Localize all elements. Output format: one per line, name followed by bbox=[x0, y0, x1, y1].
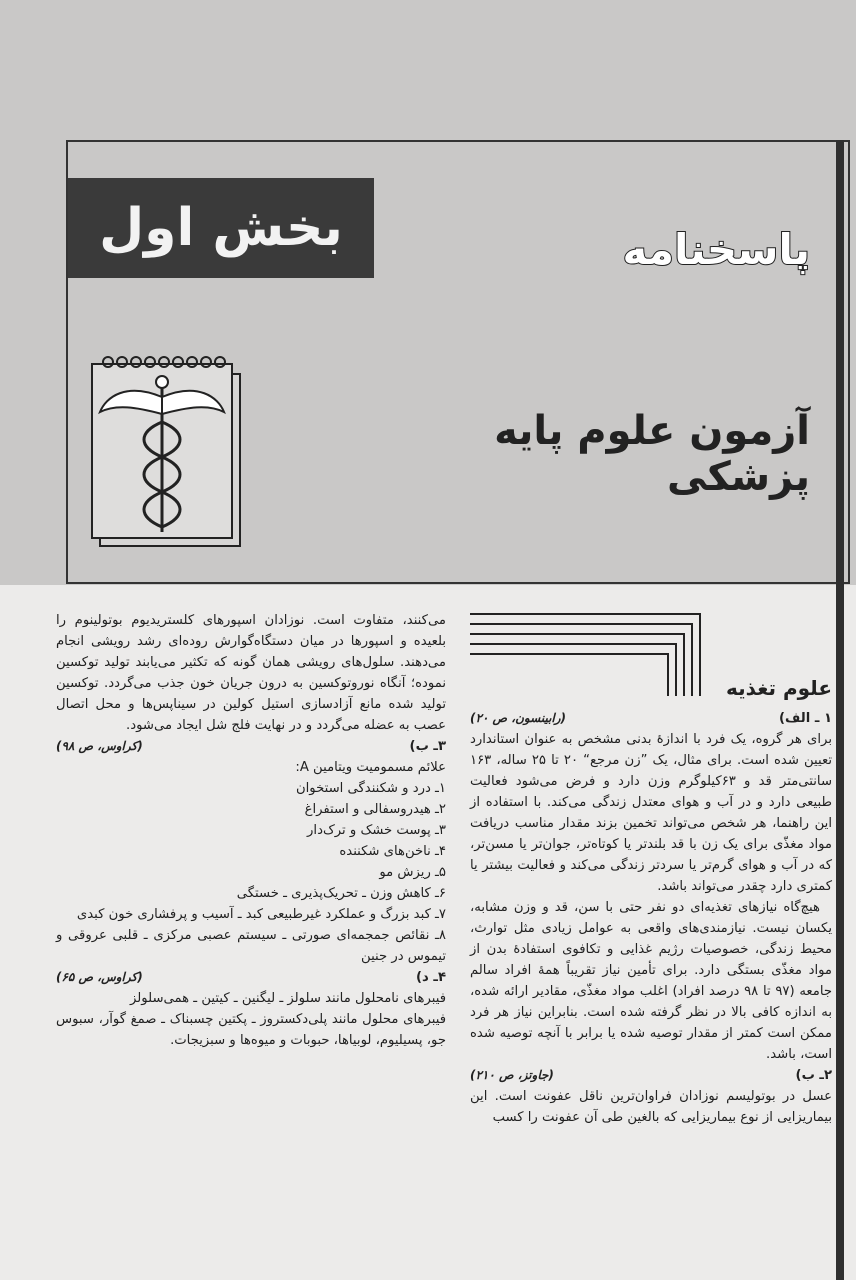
answer-key-title: پاسخنامه bbox=[622, 225, 810, 274]
answer-paragraph: برای هر گروه، یک فرد با اندازهٔ بدنی مشخص به عنوان استاندارد تعیین شده است. برای مثال، یک ”زن مرجع“ ۲۰ تا ۲۵ ساله، ۱۶۳ سانتی‌متر قد و ۶۳کیلوگرم وزن دارد و فرض می‌شود فعالیت طبیعی دارد و در آب و هوای معتدل زندگی می‌کند. با استفاده از این راهنما، هر شخص می‌تواند تخمین بزند مقدار مناسب دریافت مواد مغذّی برای یک زن با قد بلندتر یا کوتاه‌تر، جوان‌تر یا مسن‌تر، که در آب و هوای گرم‌تر یا سردتر زندگی می‌کند و فعالیت بیشتر یا کمتری دارد چقدر می‌تواند باشد. bbox=[470, 732, 832, 894]
list-item: ۵ـ ریزش مو bbox=[379, 865, 446, 880]
reference: (کراوس، ص ۶۵) bbox=[56, 970, 143, 984]
answer-paragraph: فیبرهای نامحلول مانند سلولز ـ لیگنین ـ کیتین ـ همی‌سلولز bbox=[130, 991, 446, 1006]
question-number: ۴ـ د) bbox=[416, 970, 446, 985]
question-number: ۲ـ ب) bbox=[795, 1068, 832, 1083]
question-header bbox=[470, 1065, 832, 1086]
left-column bbox=[56, 610, 446, 1051]
question-header bbox=[56, 967, 446, 988]
question-number: ۱ ـ الف) bbox=[779, 711, 832, 726]
list-item: ۷ـ کبد بزرگ و عملکرد غیرطبیعی کبد ـ آسیب و پرفشاری خون کبدی bbox=[76, 907, 446, 922]
answer-paragraph: عسل در بوتولیسم نوزادان فراوان‌ترین ناقل عفونت است. این بیماریزایی از نوع بیماریزایی که بالغین طی آن عفونت را کسب bbox=[470, 1089, 832, 1125]
question-header bbox=[56, 736, 446, 757]
list-item: ۳ـ پوست خشک و ترک‌دار bbox=[307, 823, 446, 838]
exam-title: آزمون علوم پایه پزشکی bbox=[494, 408, 810, 500]
subject-title: علوم تغذیه bbox=[726, 676, 832, 700]
list-item: ۱ـ درد و شکنندگی استخوان bbox=[295, 781, 446, 796]
list-item: ۲ـ هیدروسفالی و استفراغ bbox=[304, 802, 446, 817]
question-number: ۳ـ ب) bbox=[409, 739, 446, 754]
answer-paragraph: هیچ‌گاه نیازهای تغذیه‌ای دو نفر حتی با سن، قد و وزن مشابه، یکسان نیست. نیازمندی‌های واقعی به عوامل زیادی مثل توارث، محیط زندگی، خصوصیات رژیم غذایی و تکافوی استفادهٔ بدن از مواد مغذّی بستگی دارد. برای تأمین نیاز تقریباً همهٔ افراد سالم جامعه (۹۷ تا ۹۸ درصد افراد) اغلب مواد مغذّی، مقادیر ارائه شده، به اندازه کافی بالا در نظر گرفته شده است. بنابراین نیاز هر فرد ممکن است کمتر از مقدار توصیه شده یا برابر با آنچه توصیه شده است، باشد. bbox=[470, 900, 832, 1062]
reference: (رابینسون، ص ۲۰) bbox=[470, 711, 567, 725]
symptom-list bbox=[56, 778, 446, 967]
section-label: بخش اول bbox=[68, 178, 374, 278]
frame-edge bbox=[836, 140, 844, 1280]
reference: (کراوس، ص ۹۸) bbox=[56, 739, 143, 753]
list-item: ۸ـ نقائص جمجمه‌ای صورتی ـ سیستم عصبی مرکزی ـ قلبی عروقی و تیموس در جنین bbox=[56, 928, 446, 964]
answer-intro: علائم مسمومیت ویتامین A: bbox=[295, 760, 446, 775]
list-item: ۶ـ کاهش وزن ـ تحریک‌پذیری ـ خستگی bbox=[236, 886, 446, 901]
reference: (جاوتز، ص ۲۱۰) bbox=[470, 1068, 554, 1082]
list-item: ۴ـ ناخن‌های شکننده bbox=[339, 844, 446, 859]
decorative-lines bbox=[470, 610, 832, 700]
right-column bbox=[470, 610, 832, 1128]
question-header bbox=[470, 708, 832, 729]
answer-paragraph: می‌کنند، متفاوت است. نوزادان اسپورهای کلستریدیوم بوتولینوم را بلعیده و اسپورها در میان دستگاه‌گوارش روده‌ای رشد رویشی انجام می‌دهند. سلول‌های رویشی همان گونه که تکثیر می‌یابند تولید توکسین نموده؛ آنگاه نوروتوکسین به درون جریان خون جذب می‌گردد. توکسین تولید شده مانع آزادسازی استیل کولین در سیناپس‌ها و محل اتصال عصب به عضله می‌گردد و در نهایت فلج شل ایجاد می‌شود. bbox=[56, 613, 446, 733]
answer-paragraph: فیبرهای محلول مانند پلی‌دکستروز ـ پکتین چسبناک ـ صمغ گوآر، سبوس جو، پسیلیوم، لوبیاها، حبوبات و میوه‌ها و سبزیجات. bbox=[56, 1012, 446, 1048]
caduceus-notebook-icon bbox=[86, 352, 266, 552]
